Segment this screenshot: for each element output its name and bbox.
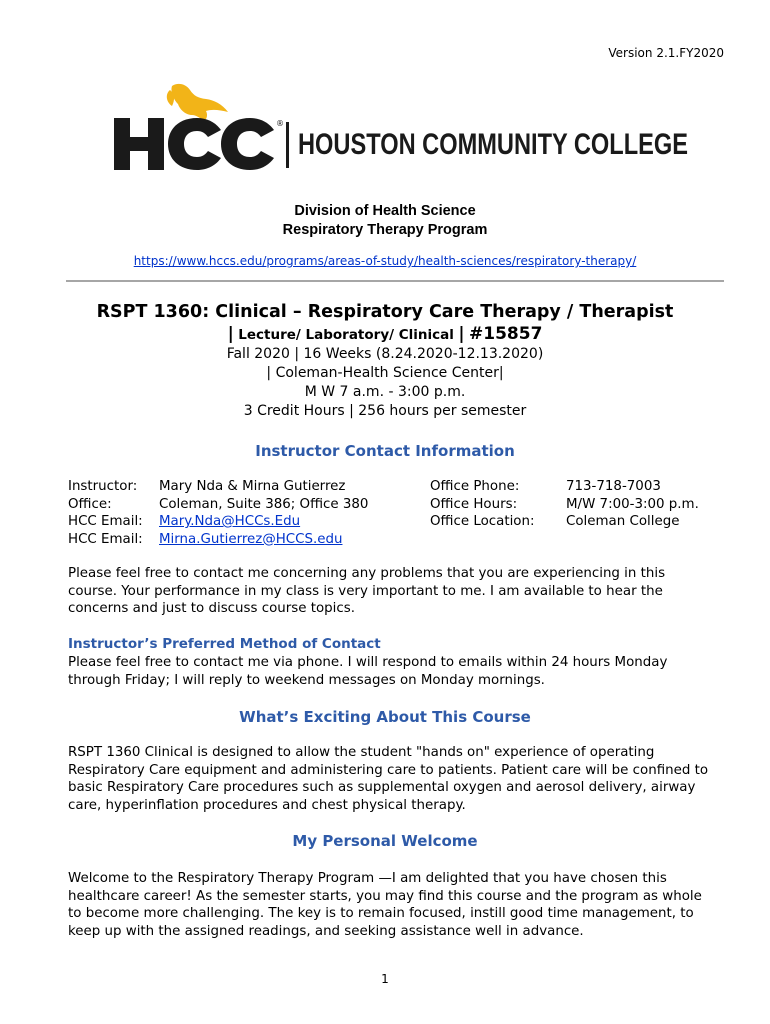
course-location: | Coleman-Health Science Center| [266,365,504,381]
course-term: Fall 2020 | 16 Weeks (8.24.2020-12.13.2020) [226,346,544,362]
instructor-contact-heading: Instructor Contact Information [255,442,515,460]
email-label: HCC Email: [68,514,143,529]
course-credits: 3 Credit Hours | 256 hours per semester [243,403,527,419]
preferred-contact-text: Please feel free to contact me via phone. I will respond to emails within 24 hours Monday through Friday; I will reply to weekend messages on Monday mornings. [68,655,668,688]
pipe-separator: | [458,324,465,344]
hcc-letters [114,118,284,170]
horizontal-rule [66,280,724,282]
program-name: Respiratory Therapy Program [282,222,488,238]
contact-labels-right [430,478,535,531]
course-schedule: M W 7 a.m. - 3:00 p.m. [304,384,466,400]
welcome-heading: My Personal Welcome [292,832,478,850]
college-name: HOUSTON COMMUNITY COLLEGE [298,128,688,161]
contact-values-right [566,478,699,531]
office-location-value: Coleman College [566,514,680,529]
office-phone-label: Office Phone: [430,479,520,494]
intro-paragraph: Please feel free to contact me concerning any problems that you are experiencing in this course. Your performance in my class is very important to me. I am available to hear the concerns and just to discuss course topics. [68,566,666,617]
division-name: Division of Health Science [294,203,476,219]
office-label: Office: [68,496,112,512]
preferred-contact-heading: Instructor’s Preferred Method of Contact [68,636,381,652]
course-title: RSPT 1360: Clinical – Respiratory Care Therapy / Therapist [96,302,674,322]
hcc-logo [112,82,692,174]
eagle-icon [167,84,228,121]
email-link-gutierrez[interactable]: Mirna.Gutierrez@HCCS.edu [159,531,343,547]
welcome-text: Welcome to the Respiratory Therapy Program —I am delighted that you have chosen this healthcare career! As the semester starts, you may find this course and the program as whole to become more challenging. The key is to remain focused, instill good time management, to keep up with the assigned readings, and seeking assistance well in advance. [68,871,702,939]
email-link-nda[interactable]: Mary.Nda@HCCs.Edu [159,514,301,529]
course-details [0,325,770,421]
pipe-separator: | [227,324,234,344]
svg-text:®: ® [276,119,284,128]
office-hours-value: M/W 7:00-3:00 p.m. [566,496,699,512]
office-hours-label: Office Hours: [430,496,518,512]
office-location-label: Office Location: [430,514,535,529]
instructor-label: Instructor: [68,479,138,494]
division-block [0,202,770,240]
course-type-line [0,325,770,345]
instructor-names: Mary Nda & Mirna Gutierrez [159,479,346,494]
contact-values-left [159,478,368,548]
course-types: Lecture/ Laboratory/ Clinical [238,327,454,343]
program-url-link[interactable]: https://www.hccs.edu/programs/areas-of-study/health-sciences/respiratory-therapy/ [133,254,637,268]
contact-labels-left [68,478,143,548]
office-value: Coleman, Suite 386; Office 380 [159,496,369,512]
version-label: Version 2.1.FY2020 [608,46,724,60]
course-number: #15857 [469,324,543,344]
program-url-container [0,254,770,268]
email-label: HCC Email: [68,531,143,547]
page-number: 1 [381,972,389,986]
exciting-text: RSPT 1360 Clinical is designed to allow the student "hands on" experience of operating Respiratory Care equipment and administering care to patients. Patient care will be confined to basic Respiratory Care procedures such as supplemental oxygen and aerosol delivery, airway care, hyperinflation procedures and chest physical therapy. [68,745,709,813]
office-phone-value: 713-718-7003 [566,479,661,494]
exciting-heading: What’s Exciting About This Course [239,708,531,726]
